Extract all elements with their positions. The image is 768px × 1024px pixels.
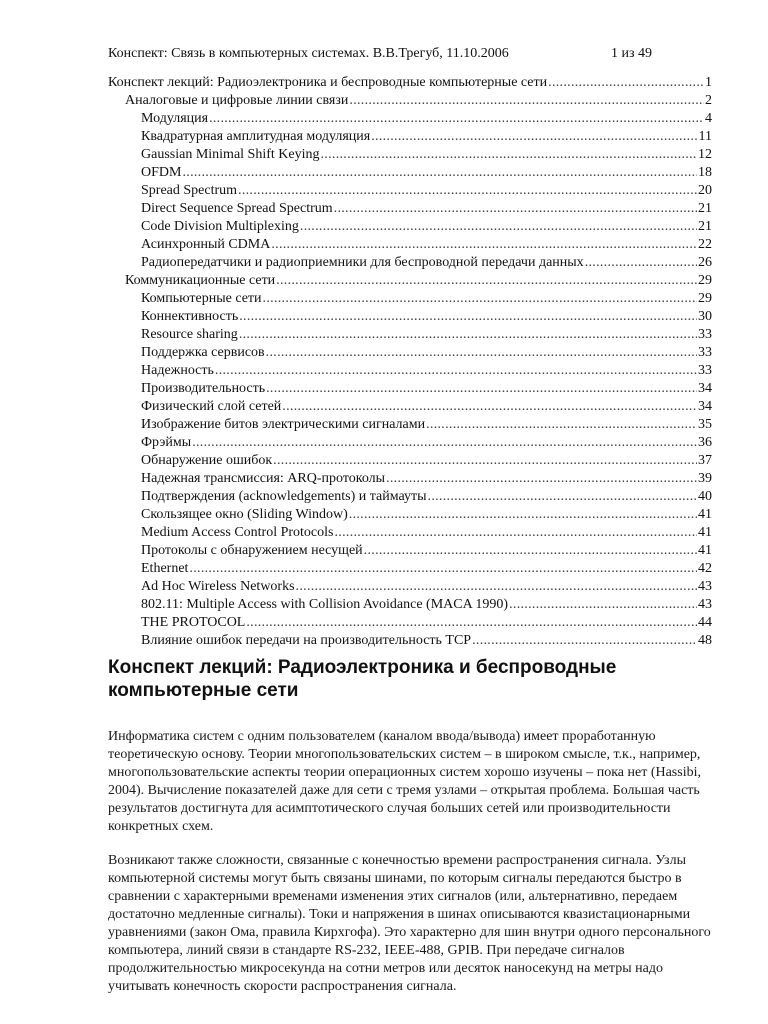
- toc-entry-page: 43: [698, 579, 712, 594]
- toc-entry-title: Spread Spectrum: [141, 183, 238, 198]
- toc-dot-leader: [266, 344, 697, 362]
- toc-entry-page: 29: [698, 291, 712, 306]
- toc-dot-leader: [282, 398, 697, 416]
- toc-entry[interactable]: [108, 254, 712, 272]
- page-counter: 1 из 49: [611, 46, 653, 61]
- toc-entry[interactable]: [108, 92, 712, 110]
- toc-entry-title: Фрэймы: [141, 435, 192, 450]
- body-paragraph: Возникают также сложности, связанные с конечностью времени распространения сигнала. Узлы компьютерной системы могут быть связаны шинами, по которым сигналы передаются быстро в сравнении с характерными временами изменения этих сигналов (или, альтернативно, передаем достаточно медленные сигналы). Токи и напряжения в шинах описываются квазистационарными уравнениями (закон Ома, правила Кирхгофа). Это характерно для шин внутри одного персонального компьютера, линий связи в стандарте RS-232, IEEE-488, GPIB. При передаче сигналов продолжительностью микросекунда на сотни метров или десяток наносекунд на метры надо учитывать конечность скорости распространения сигнала.: [108, 853, 711, 994]
- toc-entry-title: Производительность: [141, 381, 266, 396]
- header-title: Конспект: Связь в компьютерных системах. В.В.Трегуб, 11.10.2006: [108, 46, 509, 61]
- toc-entry[interactable]: [108, 272, 712, 290]
- toc-dot-leader: [509, 596, 697, 614]
- toc-dot-leader: [349, 92, 704, 110]
- toc-dot-leader: [548, 74, 704, 92]
- toc-entry-title: Gaussian Minimal Shift Keying: [141, 147, 320, 162]
- toc-dot-leader: [349, 506, 697, 524]
- toc-entry-page: 44: [698, 615, 712, 630]
- toc-dot-leader: [585, 254, 697, 272]
- toc-entry-page: 21: [698, 201, 712, 216]
- toc-entry[interactable]: [108, 578, 712, 596]
- toc-entry[interactable]: [108, 110, 712, 128]
- toc-entry[interactable]: [108, 596, 712, 614]
- toc-entry[interactable]: [108, 182, 712, 200]
- toc-entry-page: 18: [698, 165, 712, 180]
- toc-entry-page: 41: [698, 525, 712, 540]
- toc-entry[interactable]: [108, 416, 712, 434]
- toc-entry[interactable]: [108, 542, 712, 560]
- toc-entry-title: Модуляция: [141, 111, 209, 126]
- toc-entry-page: 33: [698, 327, 712, 342]
- toc-dot-leader: [335, 524, 698, 542]
- toc-entry-title: Коннективность: [141, 309, 239, 324]
- toc-entry-page: 34: [698, 399, 712, 414]
- toc-entry-title: Конспект лекций: Радиоэлектроника и беспроводные компьютерные сети: [108, 75, 548, 90]
- body-paragraph: Информатика систем с одним пользователем (каналом ввода/вывода) имеет проработанную теоретическую основу. Теории многопользовательских систем – в широком смысле, т.к., например, многопользовательские аспекты теории операционных систем хорошо изучены – пока нет (Hassibi, 2004). Вычисление показателей даже для сети с тремя узлами – открытая проблема. Большая часть результатов достигнута для асимптотического случая больших сетей или производительности конкретных схем.: [108, 729, 701, 834]
- toc-entry-page: 42: [698, 561, 712, 576]
- toc-entry-title: Надежная трансмиссия: ARQ-протоколы: [141, 471, 386, 486]
- toc-entry[interactable]: [108, 452, 712, 470]
- toc-entry[interactable]: [108, 344, 712, 362]
- toc-entry[interactable]: [108, 146, 712, 164]
- toc-entry[interactable]: [108, 560, 712, 578]
- toc-entry-title: Изображение битов электрическими сигналами: [141, 417, 426, 432]
- toc-entry-title: Подтверждения (acknowledgements) и таймауты: [141, 489, 427, 504]
- toc-entry-page: 4: [705, 111, 712, 126]
- toc-entry-title: Протоколы с обнаружением несущей: [141, 543, 363, 558]
- toc-entry-page: 48: [698, 633, 712, 648]
- toc-entry[interactable]: [108, 434, 712, 452]
- toc-entry-title: Надежность: [141, 363, 214, 378]
- toc-dot-leader: [271, 236, 697, 254]
- toc-dot-leader: [386, 470, 697, 488]
- toc-entry-title: Code Division Multiplexing: [141, 219, 299, 234]
- toc-entry-title: THE PROTOCOL: [141, 615, 246, 630]
- toc-dot-leader: [472, 632, 697, 650]
- toc-entry[interactable]: [108, 164, 712, 182]
- toc-entry[interactable]: [108, 488, 712, 506]
- toc-dot-leader: [428, 488, 697, 506]
- toc-entry-title: Влияние ошибок передачи на производительность TCP: [141, 633, 472, 648]
- toc-entry-page: 41: [698, 543, 712, 558]
- toc-entry-page: 29: [698, 273, 712, 288]
- toc-entry[interactable]: [108, 614, 712, 632]
- toc-dot-leader: [189, 560, 697, 578]
- toc-dot-leader: [334, 200, 697, 218]
- toc-entry-title: 802.11: Multiple Access with Collision Avoidance (MACA 1990): [141, 597, 509, 612]
- toc-dot-leader: [276, 272, 697, 290]
- toc-entry-title: Скользящее окно (Sliding Window): [141, 507, 348, 522]
- toc-entry-page: 22: [698, 237, 712, 252]
- toc-entry-page: 41: [698, 507, 712, 522]
- toc-entry[interactable]: [108, 362, 712, 380]
- toc-entry-title: Direct Sequence Spread Spectrum: [141, 201, 333, 216]
- toc-dot-leader: [273, 452, 697, 470]
- toc-entry-title: Medium Access Control Protocols: [141, 525, 334, 540]
- toc-entry[interactable]: [108, 236, 712, 254]
- toc-entry[interactable]: [108, 290, 712, 308]
- toc-entry-title: Resource sharing: [141, 327, 238, 342]
- toc-entry[interactable]: [108, 470, 712, 488]
- toc-entry-page: 26: [698, 255, 712, 270]
- toc-entry[interactable]: [108, 632, 712, 650]
- toc-entry-page: 35: [698, 417, 712, 432]
- toc-entry-title: Поддержка сервисов: [141, 345, 265, 360]
- toc-dot-leader: [426, 416, 697, 434]
- toc-entry-title: Обнаружение ошибок: [141, 453, 273, 468]
- page-header: [108, 45, 708, 63]
- toc-entry-title: Физический слой сетей: [141, 399, 282, 414]
- toc-dot-leader: [266, 380, 697, 398]
- toc-entry-page: 20: [698, 183, 712, 198]
- toc-dot-leader: [364, 542, 697, 560]
- toc-entry-title: OFDM: [141, 165, 182, 180]
- toc-entry[interactable]: [108, 74, 712, 92]
- toc-dot-leader: [371, 128, 697, 146]
- toc-dot-leader: [246, 614, 697, 632]
- toc-dot-leader: [239, 308, 697, 326]
- toc-entry-page: 40: [698, 489, 712, 504]
- table-of-contents: [108, 74, 712, 650]
- toc-entry-title: Радиопередатчики и радиоприемники для беспроводной передачи данных: [141, 255, 584, 270]
- toc-dot-leader: [238, 182, 697, 200]
- toc-dot-leader: [239, 326, 697, 344]
- toc-dot-leader: [182, 164, 697, 182]
- toc-entry-page: 11: [698, 129, 712, 144]
- toc-entry-title: Ad Hoc Wireless Networks: [141, 579, 295, 594]
- toc-entry-page: 1: [705, 75, 712, 90]
- toc-entry-page: 30: [698, 309, 712, 324]
- toc-entry-page: 33: [698, 363, 712, 378]
- toc-dot-leader: [215, 362, 697, 380]
- section-heading: Конспект лекций: Радиоэлектроника и беспроводные компьютерные сети: [108, 657, 617, 701]
- toc-dot-leader: [192, 434, 697, 452]
- toc-entry-page: 33: [698, 345, 712, 360]
- toc-dot-leader: [300, 218, 697, 236]
- toc-entry-page: 34: [698, 381, 712, 396]
- toc-entry[interactable]: [108, 218, 712, 236]
- toc-entry[interactable]: [108, 200, 712, 218]
- toc-entry-page: 39: [698, 471, 712, 486]
- toc-dot-leader: [263, 290, 697, 308]
- toc-dot-leader: [321, 146, 698, 164]
- toc-entry[interactable]: [108, 380, 712, 398]
- toc-entry[interactable]: [108, 128, 712, 146]
- toc-entry-title: Квадратурная амплитудная модуляция: [141, 129, 371, 144]
- toc-entry[interactable]: [108, 308, 712, 326]
- toc-entry-page: 2: [705, 93, 712, 108]
- toc-entry-page: 36: [698, 435, 712, 450]
- toc-entry-title: Асинхронный CDMA: [141, 237, 271, 252]
- toc-entry-page: 21: [698, 219, 712, 234]
- toc-dot-leader: [296, 578, 697, 596]
- toc-entry-page: 12: [698, 147, 712, 162]
- toc-entry-title: Ethernet: [141, 561, 189, 576]
- toc-entry-page: 43: [698, 597, 712, 612]
- toc-entry[interactable]: [108, 524, 712, 542]
- toc-entry-title: Компьютерные сети: [141, 291, 262, 306]
- toc-entry[interactable]: [108, 398, 712, 416]
- toc-entry-title: Коммуникационные сети: [125, 273, 276, 288]
- toc-entry-title: Аналоговые и цифровые линии связи: [125, 93, 349, 108]
- toc-entry[interactable]: [108, 506, 712, 524]
- toc-entry-page: 37: [698, 453, 712, 468]
- toc-dot-leader: [209, 110, 704, 128]
- toc-entry[interactable]: [108, 326, 712, 344]
